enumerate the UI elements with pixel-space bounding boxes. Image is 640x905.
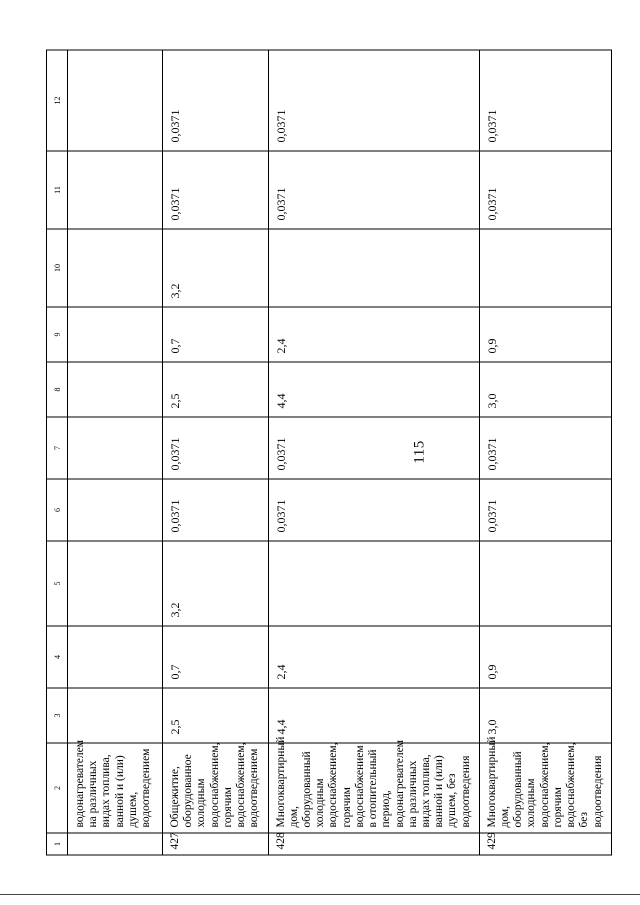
value-cell: 0,0371 [479,50,611,151]
value-cell: 0,7 [163,626,269,688]
value-cell: 0,9 [479,307,611,362]
value-cell: 3,2 [163,229,269,307]
header-cell: 12 [47,50,68,151]
value-cell [68,307,163,362]
header-row [47,50,68,855]
value-cell [268,229,479,307]
header-cell: 4 [47,626,68,688]
header-cell: 5 [47,541,68,626]
value-cell: 0,0371 [163,417,269,479]
value-cell: 0,7 [163,307,269,362]
header-cell: 1 [47,833,68,855]
value-cell: 0,0371 [268,50,479,151]
value-cell: 0,0371 [479,417,611,479]
value-cell: 4,4 [268,362,479,417]
value-cell [68,541,163,626]
value-cell: 3,0 [479,362,611,417]
value-cell: 2,4 [268,307,479,362]
value-cell [268,541,479,626]
scan-edge-line [0,894,640,895]
value-cell: 2,4 [268,626,479,688]
value-cell [68,151,163,229]
value-cell [68,688,163,743]
value-cell [68,362,163,417]
value-cell: 0,0371 [163,50,269,151]
row-number-cell: 428 [268,833,479,855]
value-cell: 2,5 [163,362,269,417]
description-cell: Общежитие, оборудованное холодным водоснабжением, горячим водоснабжением, водоотведением [163,743,269,833]
header-cell: 3 [47,688,68,743]
description-cell: Многоквартирный дом, оборудованный холодным водоснабжением, горячим водоснабжением, без водоотведения [479,743,611,833]
value-cell [68,50,163,151]
description-cell: Многоквартирный дом, оборудованный холодным водоснабжением, горячим водоснабжением в отопительный период, водонагревателем на различных видах топлива, ванной и (или) душем, без водоотведения [268,743,479,833]
value-cell: 3,2 [163,541,269,626]
header-cell: 8 [47,362,68,417]
row-number-cell: 427 [163,833,269,855]
header-cell: 2 [47,743,68,833]
header-cell: 6 [47,479,68,541]
value-cell: 0,0371 [268,151,479,229]
value-cell: 2,5 [163,688,269,743]
value-cell: 3,0 [479,688,611,743]
value-cell [479,541,611,626]
header-cell: 9 [47,307,68,362]
header-cell: 7 [47,417,68,479]
value-cell: 0,0371 [163,479,269,541]
value-cell [68,626,163,688]
header-cell: 10 [47,229,68,307]
value-cell: 0,0371 [479,151,611,229]
norms-table [46,49,612,855]
value-cell: 0,0371 [163,151,269,229]
value-cell: 0,9 [479,626,611,688]
value-cell: 0,0371 [479,479,611,541]
table-row [479,50,611,855]
value-cell: 0,0371 [268,479,479,541]
table-row [163,50,269,855]
table-row [268,50,479,855]
row-number-cell [68,833,163,855]
value-cell: 0,0371 [268,417,479,479]
value-cell: 4,4 [268,688,479,743]
value-cell [68,417,163,479]
value-cell [479,229,611,307]
row-number-cell: 429 [479,833,611,855]
value-cell [68,229,163,307]
page-number: 115 [411,440,428,464]
value-cell [68,479,163,541]
description-cell: водонагревателем на различных видах топлива, ванной и (или) душем, водоотведением [68,743,163,833]
table-row [68,50,163,855]
rotated-table-container [46,50,604,855]
header-cell: 11 [47,151,68,229]
